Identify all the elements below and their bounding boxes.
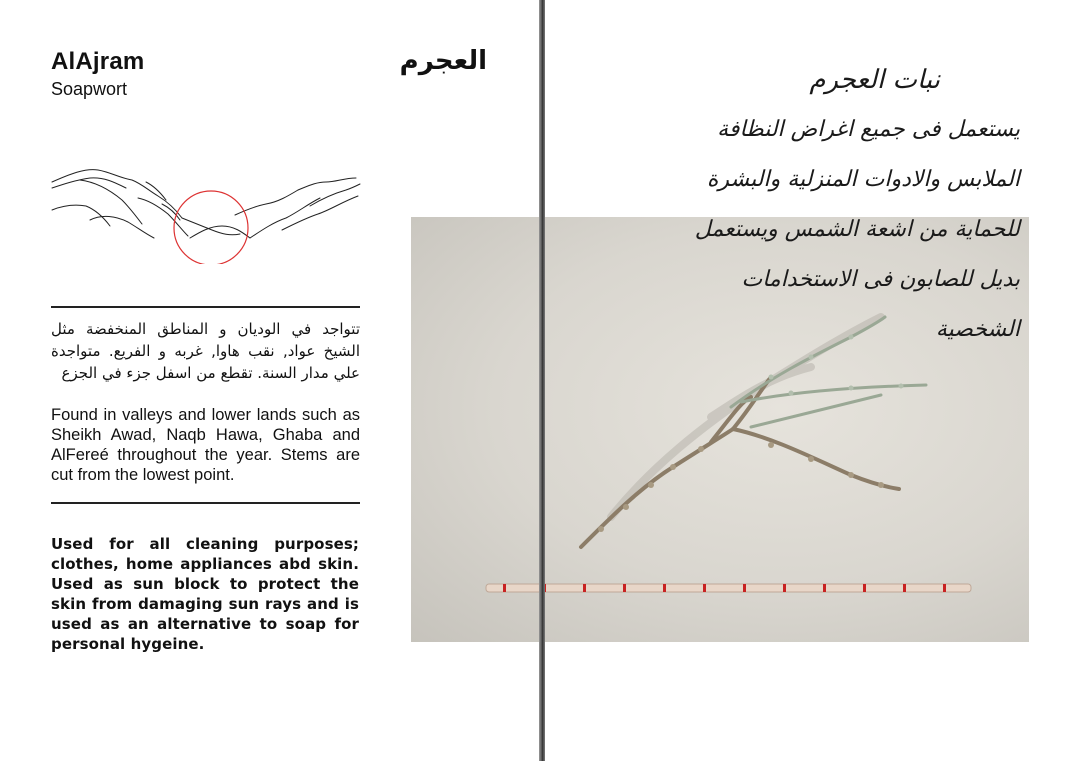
- plant-title-arabic: العجرم: [399, 46, 487, 76]
- section-divider-bottom: [51, 502, 360, 504]
- description-english: Found in valleys and lower lands such as Sheikh Awad, Naqb Hawa, Ghaba and AlFereé throughout the year. Stems are cut from the lowest point.: [51, 406, 360, 484]
- book-spine: [539, 0, 545, 761]
- handwritten-line: للحماية من اشعة الشمس ويستعمل: [694, 217, 1020, 242]
- mountain-sketch-map: [50, 160, 362, 264]
- handwritten-line: نبات العجرم: [809, 65, 940, 95]
- handwritten-notes: [694, 55, 1020, 355]
- handwritten-line: يستعمل فى جميع اغراض النظافة: [717, 117, 1020, 142]
- plant-title-english: AlAjram: [51, 48, 145, 75]
- section-divider-top: [51, 306, 360, 308]
- handwritten-line: الشخصية: [935, 317, 1020, 342]
- usage-description: Used for all cleaning purposes; clothes, home appliances abd skin. Used as sun block to protect the skin from damaging sun rays and is used as an alternative to soap for personal hygeine.: [51, 535, 359, 653]
- handwritten-line: الملابس والادوات المنزلية والبشرة: [706, 167, 1020, 192]
- plant-subtitle-english: Soapwort: [51, 79, 128, 99]
- description-arabic: تتواجد في الوديان و المناطق المنخفضة مثل الشيخ عواد, نقب هاوا, غربه و الفريع. متواجدة علي مدار السنة. تقطع من اسفل جزء في الجزع: [51, 320, 360, 382]
- handwritten-line: بديل للصابون فى الاستخدامات: [741, 267, 1020, 292]
